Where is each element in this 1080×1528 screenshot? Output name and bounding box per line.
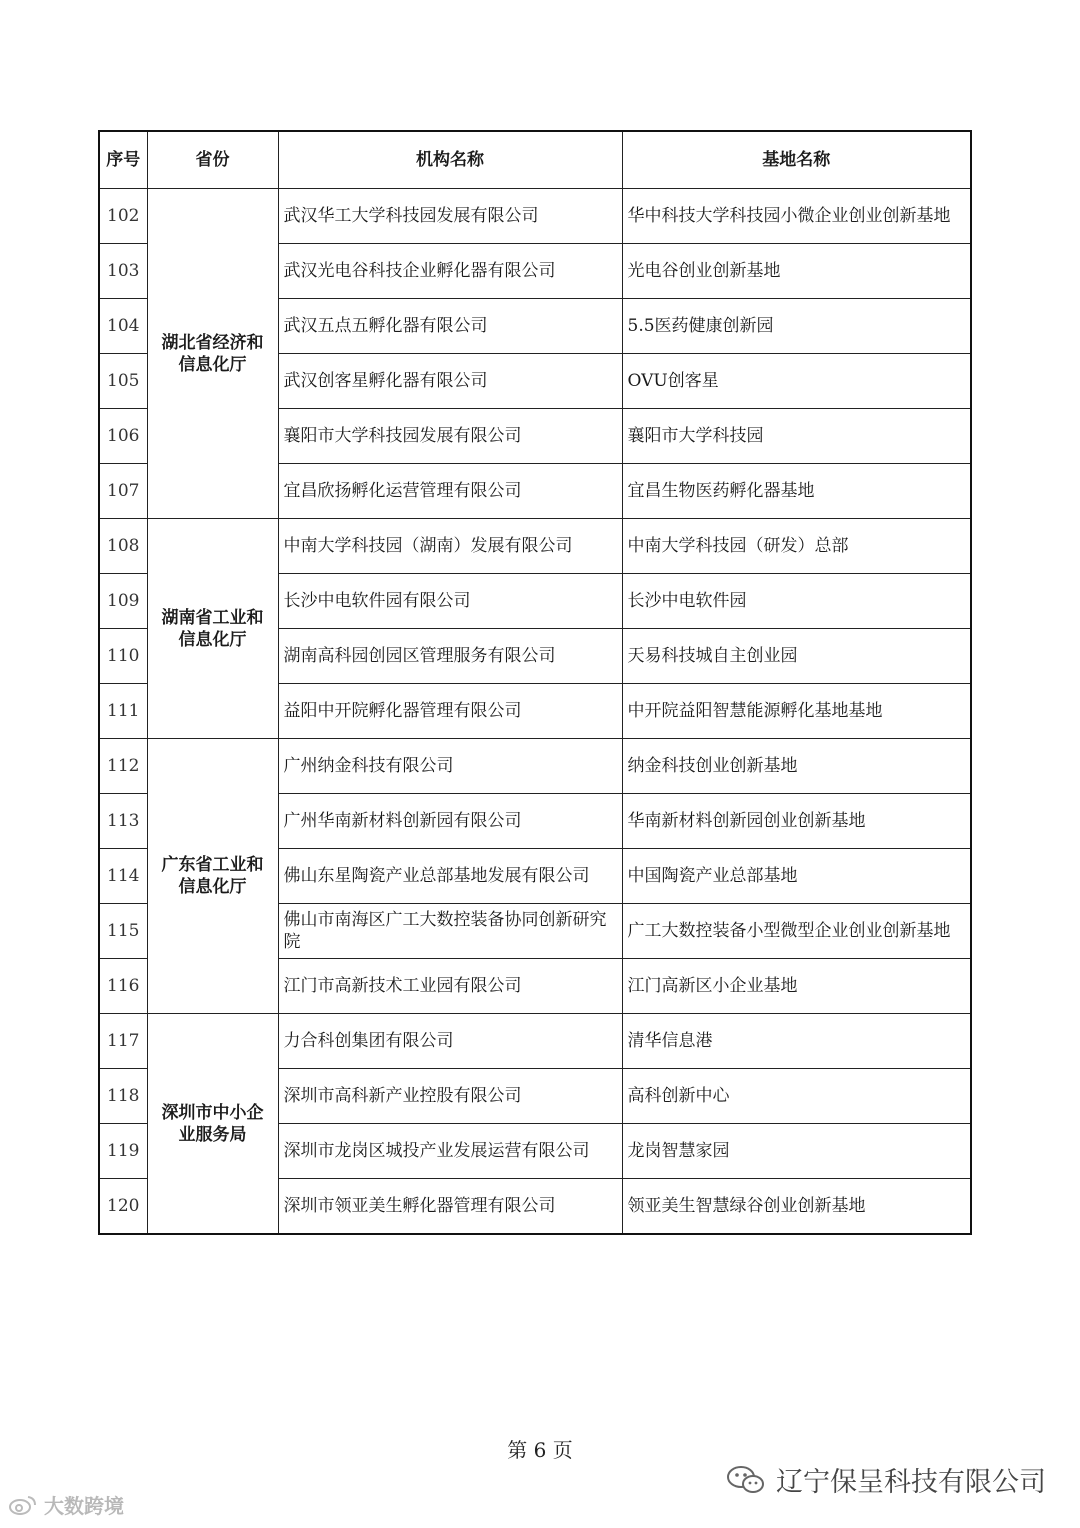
cell-org: 武汉华工大学科技园发展有限公司 xyxy=(278,189,622,244)
table-row xyxy=(99,1014,971,1069)
cell-seq: 113 xyxy=(99,794,147,849)
weibo-icon xyxy=(8,1494,38,1516)
watermark-right xyxy=(726,1460,1046,1499)
header-seq: 序号 xyxy=(99,131,147,189)
cell-seq: 103 xyxy=(99,244,147,299)
cell-seq: 112 xyxy=(99,739,147,794)
cell-org: 江门市高新技术工业园有限公司 xyxy=(278,959,622,1014)
cell-seq: 115 xyxy=(99,904,147,959)
cell-base: 襄阳市大学科技园 xyxy=(622,409,971,464)
cell-base: 华中科技大学科技园小微企业创业创新基地 xyxy=(622,189,971,244)
cell-province: 湖北省经济和信息化厅 xyxy=(147,189,278,519)
cell-base: 江门高新区小企业基地 xyxy=(622,959,971,1014)
cell-seq: 102 xyxy=(99,189,147,244)
cell-org: 佛山东星陶瓷产业总部基地发展有限公司 xyxy=(278,849,622,904)
cell-base: 龙岗智慧家园 xyxy=(622,1124,971,1179)
cell-base: 广工大数控装备小型微型企业创业创新基地 xyxy=(622,904,971,959)
cell-base: 长沙中电软件园 xyxy=(622,574,971,629)
cell-province: 深圳市中小企业服务局 xyxy=(147,1014,278,1235)
cell-base: 高科创新中心 xyxy=(622,1069,971,1124)
cell-base: 华南新材料创新园创业创新基地 xyxy=(622,794,971,849)
table-header-row xyxy=(99,131,971,189)
cell-seq: 116 xyxy=(99,959,147,1014)
header-org: 机构名称 xyxy=(278,131,622,189)
cell-seq: 118 xyxy=(99,1069,147,1124)
cell-seq: 104 xyxy=(99,299,147,354)
cell-base: 中国陶瓷产业总部基地 xyxy=(622,849,971,904)
cell-org: 佛山市南海区广工大数控装备协同创新研究院 xyxy=(278,904,622,959)
cell-province: 广东省工业和信息化厅 xyxy=(147,739,278,1014)
cell-seq: 120 xyxy=(99,1179,147,1235)
table-row xyxy=(99,739,971,794)
cell-org: 深圳市龙岗区城投产业发展运营有限公司 xyxy=(278,1124,622,1179)
table-body xyxy=(99,189,971,1235)
header-base: 基地名称 xyxy=(622,131,971,189)
cell-seq: 117 xyxy=(99,1014,147,1069)
cell-base: 天易科技城自主创业园 xyxy=(622,629,971,684)
cell-base: 光电谷创业创新基地 xyxy=(622,244,971,299)
watermark-right-text: 辽宁保呈科技有限公司 xyxy=(776,1467,1046,1498)
cell-seq: 108 xyxy=(99,519,147,574)
cell-base: 清华信息港 xyxy=(622,1014,971,1069)
cell-org: 武汉创客星孵化器有限公司 xyxy=(278,354,622,409)
header-province: 省份 xyxy=(147,131,278,189)
cell-base: 中南大学科技园（研发）总部 xyxy=(622,519,971,574)
cell-org: 中南大学科技园（湖南）发展有限公司 xyxy=(278,519,622,574)
cell-org: 湖南高科园创园区管理服务有限公司 xyxy=(278,629,622,684)
table-row xyxy=(99,189,971,244)
cell-org: 深圳市高科新产业控股有限公司 xyxy=(278,1069,622,1124)
cell-org: 广州华南新材料创新园有限公司 xyxy=(278,794,622,849)
cell-province: 湖南省工业和信息化厅 xyxy=(147,519,278,739)
watermark-left xyxy=(8,1490,124,1519)
cell-org: 武汉五点五孵化器有限公司 xyxy=(278,299,622,354)
cell-base: OVU创客星 xyxy=(622,354,971,409)
cell-org: 襄阳市大学科技园发展有限公司 xyxy=(278,409,622,464)
cell-org: 益阳中开院孵化器管理有限公司 xyxy=(278,684,622,739)
table-row xyxy=(99,519,971,574)
cell-base: 纳金科技创业创新基地 xyxy=(622,739,971,794)
institution-table xyxy=(98,130,972,1235)
cell-seq: 111 xyxy=(99,684,147,739)
cell-base: 中开院益阳智慧能源孵化基地基地 xyxy=(622,684,971,739)
cell-seq: 106 xyxy=(99,409,147,464)
cell-org: 深圳市领亚美生孵化器管理有限公司 xyxy=(278,1179,622,1235)
cell-org: 宜昌欣扬孵化运营管理有限公司 xyxy=(278,464,622,519)
page-number: 第 6 页 xyxy=(507,1438,573,1462)
cell-base: 宜昌生物医药孵化器基地 xyxy=(622,464,971,519)
cell-seq: 114 xyxy=(99,849,147,904)
watermark-left-text: 大数跨境 xyxy=(44,1494,124,1518)
cell-org: 广州纳金科技有限公司 xyxy=(278,739,622,794)
cell-base: 领亚美生智慧绿谷创业创新基地 xyxy=(622,1179,971,1235)
cell-org: 武汉光电谷科技企业孵化器有限公司 xyxy=(278,244,622,299)
cell-seq: 109 xyxy=(99,574,147,629)
cell-org: 长沙中电软件园有限公司 xyxy=(278,574,622,629)
cell-base: 5.5医药健康创新园 xyxy=(622,299,971,354)
cell-seq: 110 xyxy=(99,629,147,684)
cell-seq: 119 xyxy=(99,1124,147,1179)
cell-seq: 107 xyxy=(99,464,147,519)
cell-org: 力合科创集团有限公司 xyxy=(278,1014,622,1069)
wechat-icon xyxy=(726,1464,766,1496)
cell-seq: 105 xyxy=(99,354,147,409)
